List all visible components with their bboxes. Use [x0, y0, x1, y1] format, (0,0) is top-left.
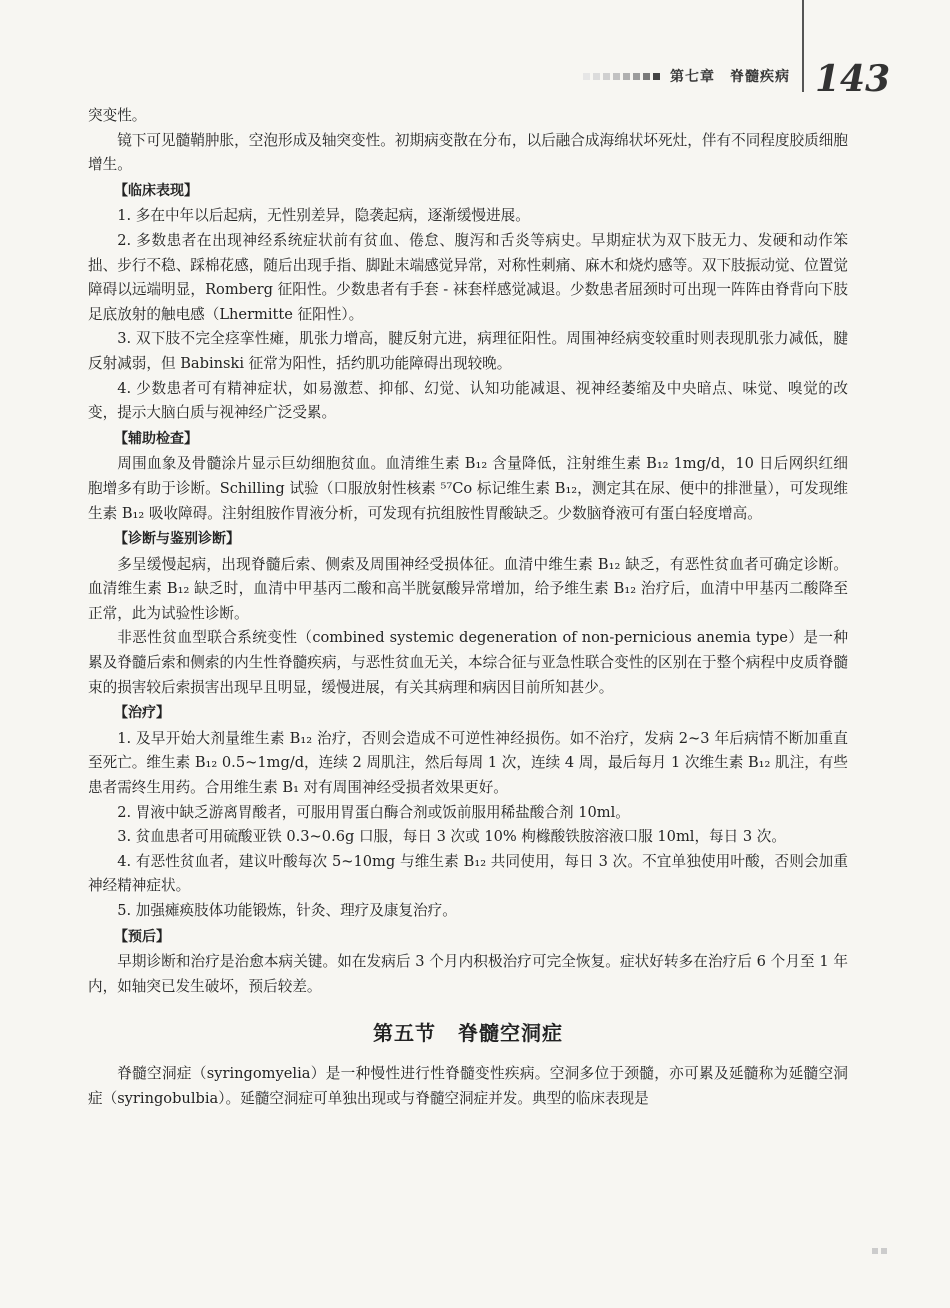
header-dot	[603, 73, 610, 80]
paragraph: 4. 少数患者可有精神症状，如易激惹、抑郁、幻觉、认知功能减退、视神经萎缩及中央暗点、味觉、嗅觉的改变，提示大脑白质与视神经广泛受累。	[88, 379, 848, 422]
paragraph: 1. 多在中年以后起病，无性别差异，隐袭起病，逐渐缓慢进展。	[117, 207, 530, 225]
paragraph: 脊髓空洞症（syringomyelia）是一种慢性进行性脊髓变性疾病。空洞多位于颈髓，亦可累及延髓称为延髓空洞症（syringobulbia）。延髓空洞症可单独出现或与脊髓空洞症并发。典型的临床表现是	[88, 1064, 848, 1107]
paragraph: 5. 加强瘫痪肢体功能锻炼，针灸、理疗及康复治疗。	[117, 902, 457, 919]
paragraph: 突变性。	[88, 107, 147, 124]
subheading-treatment: 【治疗】	[114, 705, 170, 722]
paragraph: 3. 双下肢不完全痉挛性瘫，肌张力增高，腱反射亢进，病理征阳性。周围神经病变较重时则表现肌张力减低，腱反射减弱，但 Babinski 征常为阳性，括约肌功能障碍出现较晚。	[88, 330, 848, 372]
paragraph: 早期诊断和治疗是治愈本病关键。如在发病后 3 个月内积极治疗可完全恢复。症状好转多在治疗后 6 个月至 1 年内，如轴突已发生破坏，预后较差。	[88, 953, 848, 995]
paragraph: 周围血象及骨髓涂片显示巨幼细胞贫血。血清维生素 B₁₂ 含量降低，注射维生素 B₁₂ 1mg/d，10 日后网织红细胞增多有助于诊断。Schilling 试验（口服放射性核素 ⁵⁷Co 标记维生素 B₁₂，测定其在尿、便中的排泄量），可发现维生素 B₁₂ 吸收障碍。注射组胺作胃液分析，可发现有抗组胺性胃酸缺乏。少数脑脊液可有蛋白轻度增高。	[88, 455, 848, 522]
running-header	[583, 66, 790, 86]
header-dot	[613, 73, 620, 80]
header-dot	[583, 73, 590, 80]
chapter-title: 第七章 脊髓疾病	[670, 69, 790, 85]
corner-mark	[872, 1248, 887, 1254]
page-body	[88, 104, 848, 1111]
header-dot	[623, 73, 630, 80]
subheading-diagnosis: 【诊断与鉴别诊断】	[114, 531, 240, 548]
header-dot	[643, 73, 650, 80]
paragraph: 3. 贫血患者可用硫酸亚铁 0.3~0.6g 口服，每日 3 次或 10% 枸橼酸铁胺溶液口服 10ml，每日 3 次。	[117, 828, 786, 846]
paragraph: 多呈缓慢起病，出现脊髓后索、侧索及周围神经受损体征。血清中维生素 B₁₂ 缺乏，有恶性贫血者可确定诊断。血清维生素 B₁₂ 缺乏时，血清中甲基丙二酸和高半胱氨酸异常增加，给予维生素 B₁₂ 治疗后，血清中甲基丙二酸降至正常，此为试验性诊断。	[88, 555, 848, 622]
paragraph: 2. 多数患者在出现神经系统症状前有贫血、倦怠、腹泻和舌炎等病史。早期症状为双下肢无力、发硬和动作笨拙、步行不稳、踩棉花感，随后出现手指、脚趾末端感觉异常，对称性刺痛、麻木和烧灼感等。双下肢振动觉、位置觉障碍以远端明显，Romberg 征阳性。少数患者有手套 - 袜套样感觉减退。少数患者屈颈时可出现一阵阵由脊背向下肢足底放射的触电感（Lhermitte 征阳性）。	[88, 231, 848, 323]
subheading-prognosis: 【预后】	[114, 928, 170, 945]
subheading-auxiliary: 【辅助检查】	[114, 430, 198, 447]
subheading-clinical: 【临床表现】	[114, 182, 198, 199]
paragraph: 1. 及早开始大剂量维生素 B₁₂ 治疗，否则会造成不可逆性神经损伤。如不治疗，发病 2~3 年后病情不断加重直至死亡。维生素 B₁₂ 0.5~1mg/d，连续 2 周肌注，然后每周 1 次，连续 4 周，最后每月 1 次维生素 B₁₂ 肌注，有些患者需终生用药。合用维生素 B₁ 对有周围神经受损者效果更好。	[88, 729, 848, 797]
paragraph: 镜下可见髓鞘肿胀，空泡形成及轴突变性。初期病变散在分布，以后融合成海绵状坏死灶，伴有不同程度胶质细胞增生。	[88, 131, 848, 174]
header-dot-strip	[583, 73, 660, 80]
header-vertical-rule	[802, 0, 804, 92]
header-dot	[593, 73, 600, 80]
paragraph: 4. 有恶性贫血者，建议叶酸每次 5~10mg 与维生素 B₁₂ 共同使用，每日 3 次。不宜单独使用叶酸，否则会加重神经精神症状。	[88, 852, 848, 895]
header-dot	[653, 73, 660, 80]
section-title: 脊髓空洞症	[458, 1021, 563, 1046]
section-heading	[88, 1021, 848, 1046]
page-number: 143	[815, 58, 891, 100]
header-dot	[633, 73, 640, 80]
paragraph: 2. 胃液中缺乏游离胃酸者，可服用胃蛋白酶合剂或饭前服用稀盐酸合剂 10ml。	[117, 803, 630, 821]
paragraph: 非恶性贫血型联合系统变性（combined systemic degeneration of non-pernicious anemia type）是一种累及脊髓后索和侧索的内生性脊髓疾病，与恶性贫血无关，本综合征与亚急性联合变性的区别在于整个病程中皮质脊髓束的损害较后索损害出现早且明显，缓慢进展，有关其病理和病因目前所知甚少。	[88, 629, 848, 696]
section-number: 第五节	[373, 1021, 436, 1046]
